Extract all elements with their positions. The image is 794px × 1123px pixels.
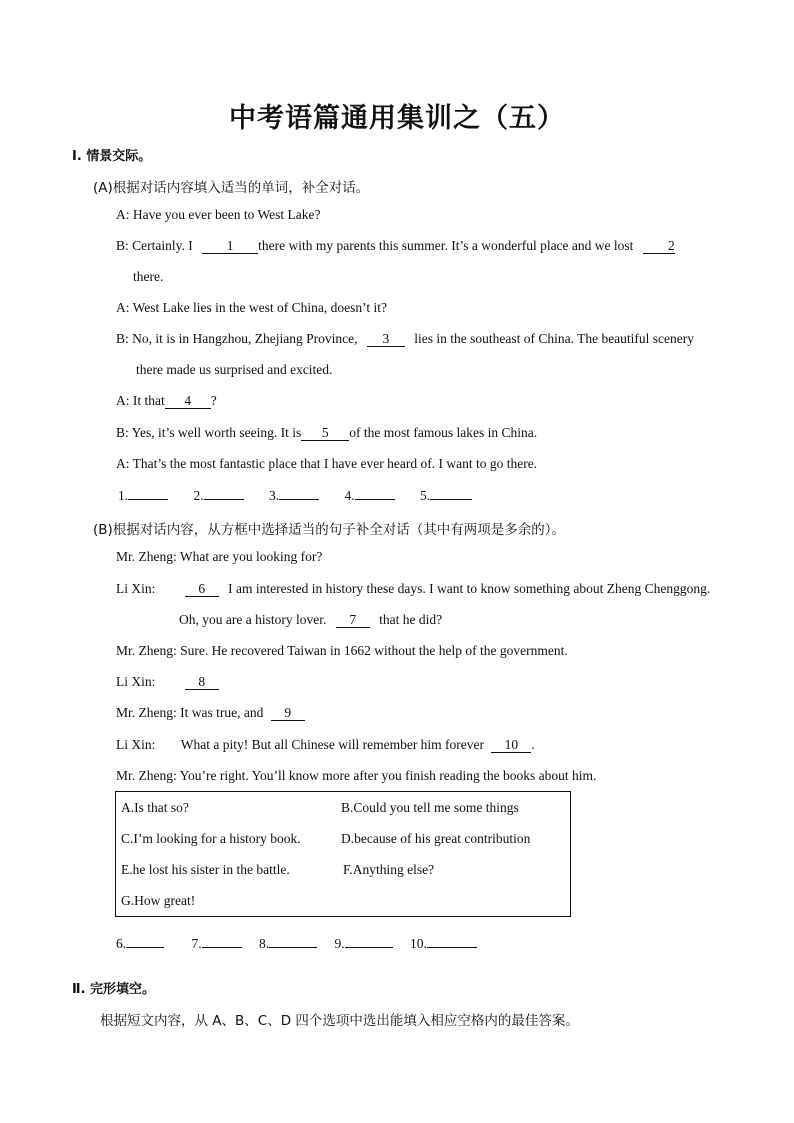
- answer-number: 6.: [116, 936, 127, 951]
- dialogue-line: [179, 612, 442, 628]
- answer-number: 8.: [259, 936, 270, 951]
- dialogue-text: of the most famous lakes in China.: [349, 425, 538, 440]
- dialogue-line: there.: [133, 269, 164, 284]
- dialogue-line: A: That’s the most fantastic place that I have ever heard of. I want to go there.: [116, 456, 538, 471]
- blank-2: 2: [643, 239, 675, 254]
- option-g: G.How great!: [121, 893, 196, 908]
- dialogue-text: What a pity! But all Chinese will remember him forever: [180, 737, 485, 752]
- answer-number: 1.: [118, 488, 129, 503]
- dialogue-text: B: No, it is in Hangzhou, Zhejiang Province,: [116, 331, 358, 346]
- dialogue-line: Mr. Zheng: What are you looking for?: [116, 549, 323, 564]
- dialogue-text: lies in the southeast of China. The beautiful scenery: [414, 331, 695, 346]
- answer-blank[interactable]: [427, 935, 477, 948]
- answer-number: 4.: [344, 488, 355, 503]
- answer-blank[interactable]: [279, 487, 319, 500]
- answer-number: 7.: [191, 936, 202, 951]
- dialogue-line: [116, 238, 675, 254]
- speaker: Li Xin:: [116, 581, 156, 596]
- dialogue-text: A: It that: [116, 393, 165, 408]
- answer-number: 3.: [269, 488, 280, 503]
- dialogue-line: [116, 331, 694, 347]
- page-title: 中考语篇通用集训之（五）: [229, 103, 565, 134]
- option-a: A.Is that so?: [121, 800, 189, 815]
- dialogue-line: A: Have you ever been to West Lake?: [116, 207, 321, 222]
- dialogue-text: .: [531, 737, 535, 752]
- part-b-instruction: (B)根据对话内容，从方框中选择适当的句子补全对话（其中有两项是多余的）。: [93, 522, 566, 538]
- speaker: Li Xin:: [116, 674, 156, 689]
- blank-9: 9: [271, 706, 305, 721]
- section-2-heading: Ⅱ. 完形填空。: [72, 982, 156, 997]
- blank-4: 4: [165, 394, 211, 409]
- blank-7: 7: [336, 613, 370, 628]
- dialogue-line: [116, 425, 537, 441]
- answer-blank[interactable]: [345, 935, 393, 948]
- part-a-instruction: (A)根据对话内容填入适当的单词，补全对话。: [93, 180, 370, 196]
- dialogue-line: [116, 674, 219, 690]
- option-c: C.I’m looking for a history book.: [121, 831, 301, 846]
- answer-blank[interactable]: [430, 487, 472, 500]
- answer-number: 9.: [334, 936, 345, 951]
- dialogue-line: there made us surprised and excited.: [136, 362, 333, 377]
- answer-blank[interactable]: [269, 935, 317, 948]
- speaker: Li Xin:: [116, 737, 156, 752]
- answer-row-b: [116, 935, 477, 952]
- dialogue-line: [116, 393, 217, 409]
- answer-blank[interactable]: [128, 487, 168, 500]
- dialogue-text: that he did?: [379, 612, 443, 627]
- dialogue-line: Mr. Zheng: Sure. He recovered Taiwan in 1662 without the help of the government.: [116, 643, 568, 658]
- dialogue-line: Mr. Zheng: You’re right. You’ll know more after you finish reading the books about him.: [116, 768, 597, 783]
- dialogue-text: I am interested in history these days. I want to know something about Zheng Chenggong.: [228, 581, 711, 596]
- dialogue-text: there with my parents this summer. It’s a wonderful place and we lost: [258, 238, 634, 253]
- section-1-heading: Ⅰ. 情景交际。: [72, 149, 152, 164]
- answer-number: 2.: [193, 488, 204, 503]
- dialogue-text: Oh, you are a history lover.: [179, 612, 327, 627]
- answer-row-a: [118, 487, 472, 504]
- dialogue-text: B: Yes, it’s well worth seeing. It is: [116, 425, 302, 440]
- option-d: D.because of his great contribution: [341, 831, 531, 846]
- blank-5: 5: [301, 426, 349, 441]
- dialogue-line: [116, 581, 710, 597]
- option-b: B.Could you tell me some things: [341, 800, 519, 815]
- blank-1: 1: [202, 239, 258, 254]
- blank-3: 3: [367, 332, 405, 347]
- section-2-instruction: 根据短文内容，从 A、B、C、D 四个选项中选出能填入相应空格内的最佳答案。: [100, 1013, 579, 1029]
- answer-blank[interactable]: [204, 487, 244, 500]
- blank-8: 8: [185, 675, 219, 690]
- dialogue-text: ?: [210, 393, 217, 408]
- answer-number: 5.: [420, 488, 431, 503]
- dialogue-line: [116, 705, 305, 721]
- dialogue-text: Mr. Zheng: It was true, and: [116, 705, 264, 720]
- answer-number: 10.: [410, 936, 427, 951]
- answer-blank[interactable]: [355, 487, 395, 500]
- option-f: F.Anything else?: [343, 862, 435, 877]
- dialogue-text: B: Certainly. I: [116, 238, 193, 253]
- option-e: E.he lost his sister in the battle.: [121, 862, 290, 877]
- blank-10: 10: [491, 738, 531, 753]
- answer-blank[interactable]: [202, 935, 242, 948]
- answer-blank[interactable]: [126, 935, 164, 948]
- blank-6: 6: [185, 582, 219, 597]
- dialogue-line: [116, 737, 535, 753]
- dialogue-line: A: West Lake lies in the west of China, doesn’t it?: [116, 300, 387, 315]
